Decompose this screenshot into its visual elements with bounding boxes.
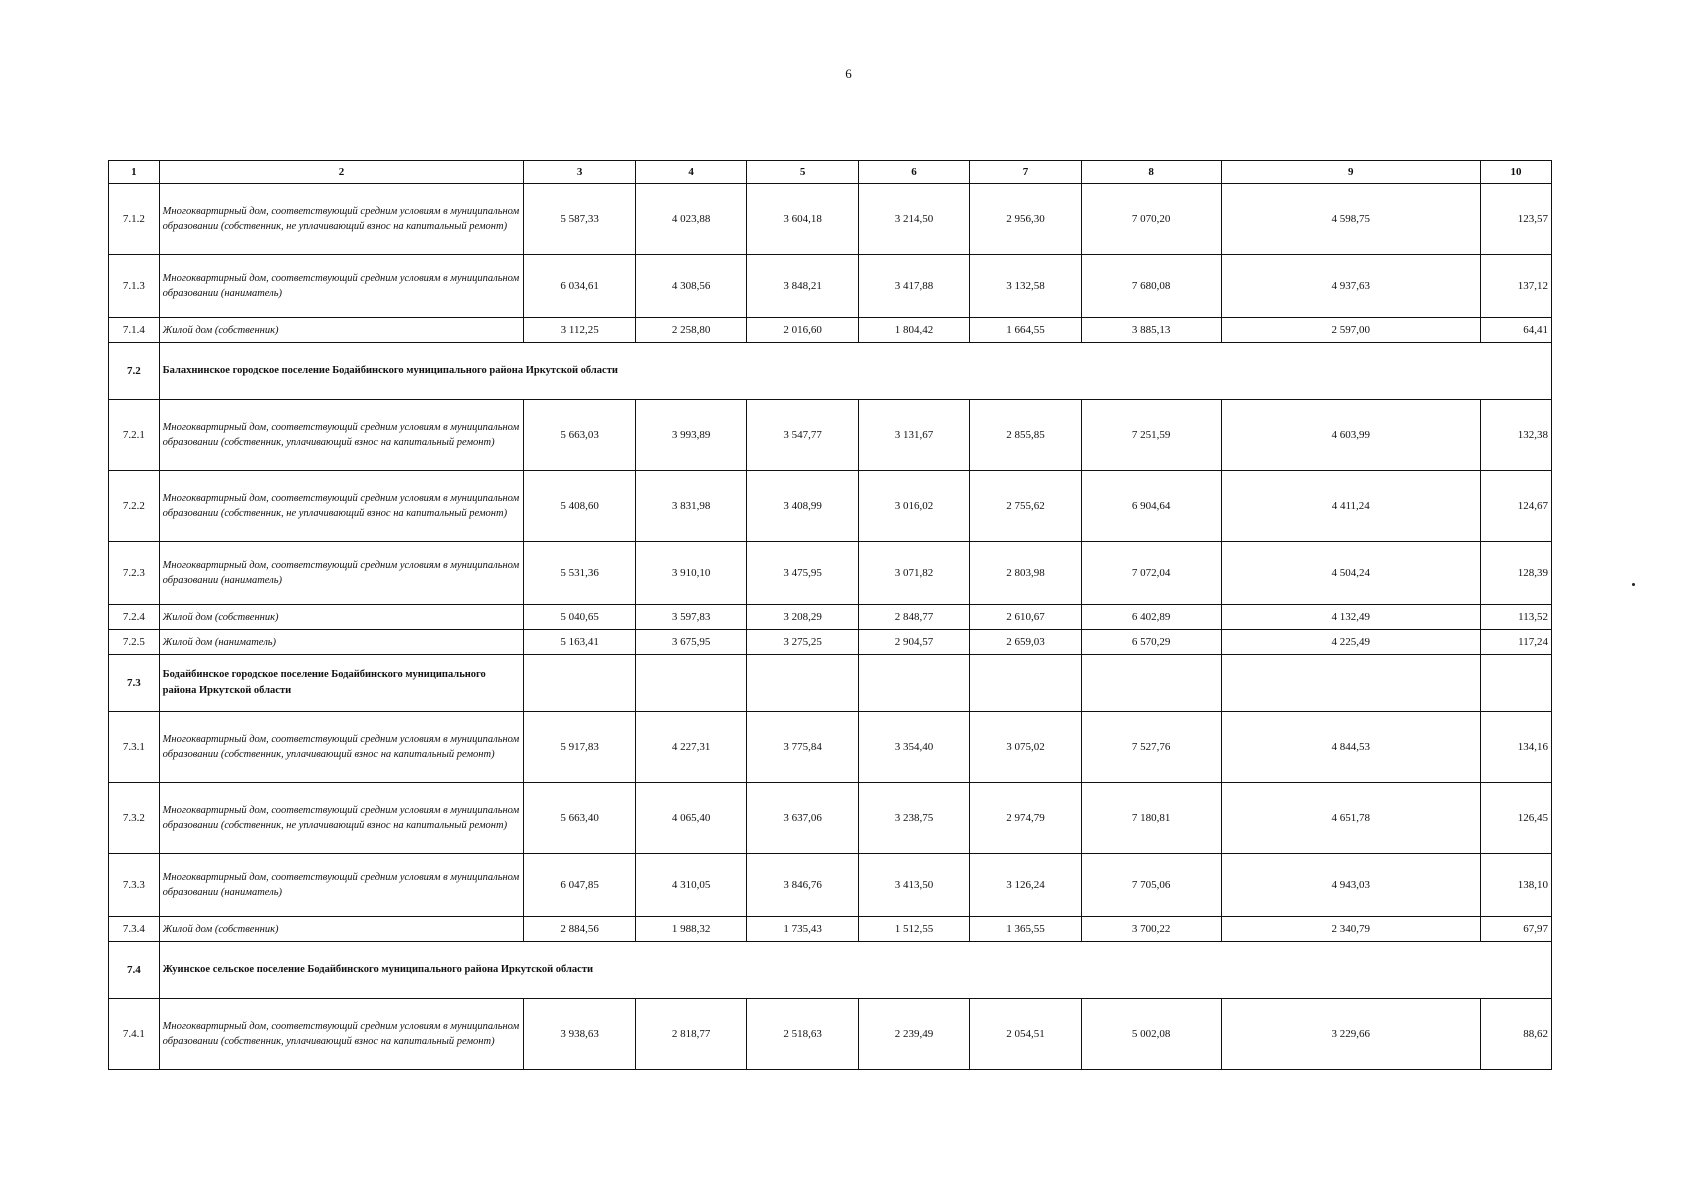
value-cell: 4 651,78	[1221, 783, 1480, 854]
value-cell: 113,52	[1480, 605, 1551, 630]
value-cell: 7 072,04	[1081, 542, 1221, 605]
value-cell: 134,16	[1480, 712, 1551, 783]
value-cell: 3 938,63	[524, 999, 635, 1070]
page-number: 6	[845, 66, 852, 81]
value-cell: 2 016,60	[747, 318, 858, 343]
tariff-table	[108, 160, 1552, 1070]
value-cell: 2 518,63	[747, 999, 858, 1070]
value-cell: 3 208,29	[747, 605, 858, 630]
value-cell: 117,24	[1480, 630, 1551, 655]
value-cell: 5 663,03	[524, 400, 635, 471]
table-row	[109, 854, 1552, 917]
value-cell: 2 239,49	[858, 999, 969, 1070]
value-cell: 2 974,79	[970, 783, 1081, 854]
table-row	[109, 917, 1552, 942]
value-cell: 2 659,03	[970, 630, 1081, 655]
value-cell: 2 848,77	[858, 605, 969, 630]
value-cell: 4 225,49	[1221, 630, 1480, 655]
value-cell: 3 885,13	[1081, 318, 1221, 343]
value-cell: 88,62	[1480, 999, 1551, 1070]
row-description: Многоквартирный дом, соответствующий средним условиям в муниципальном образовании (собственник, не уплачивающий взнос на капитальный ремонт)	[159, 783, 524, 854]
value-cell: 3 993,89	[635, 400, 746, 471]
value-cell: 5 663,40	[524, 783, 635, 854]
row-description: Многоквартирный дом, соответствующий средним условиям в муниципальном образовании (наниматель)	[159, 854, 524, 917]
value-cell: 4 943,03	[1221, 854, 1480, 917]
value-cell: 3 910,10	[635, 542, 746, 605]
value-cell: 2 803,98	[970, 542, 1081, 605]
row-number: 7.3.1	[109, 712, 160, 783]
value-cell: 1 365,55	[970, 917, 1081, 942]
empty-cell	[858, 655, 969, 712]
empty-cell	[1221, 655, 1480, 712]
value-cell: 124,67	[1480, 471, 1551, 542]
value-cell: 4 598,75	[1221, 184, 1480, 255]
value-cell: 7 527,76	[1081, 712, 1221, 783]
value-cell: 4 937,63	[1221, 255, 1480, 318]
value-cell: 5 040,65	[524, 605, 635, 630]
value-cell: 6 034,61	[524, 255, 635, 318]
section-row	[109, 343, 1552, 400]
value-cell: 3 126,24	[970, 854, 1081, 917]
section-title: Бодайбинское городское поселение Бодайбинского муниципального района Иркутской области	[159, 655, 524, 712]
value-cell: 7 180,81	[1081, 783, 1221, 854]
value-cell: 3 131,67	[858, 400, 969, 471]
value-cell: 5 002,08	[1081, 999, 1221, 1070]
column-header: 9	[1221, 161, 1480, 184]
column-header: 8	[1081, 161, 1221, 184]
value-cell: 3 408,99	[747, 471, 858, 542]
value-cell: 67,97	[1480, 917, 1551, 942]
value-cell: 3 016,02	[858, 471, 969, 542]
column-header: 5	[747, 161, 858, 184]
value-cell: 3 675,95	[635, 630, 746, 655]
value-cell: 3 547,77	[747, 400, 858, 471]
value-cell: 3 700,22	[1081, 917, 1221, 942]
row-number: 7.3.4	[109, 917, 160, 942]
value-cell: 138,10	[1480, 854, 1551, 917]
value-cell: 2 904,57	[858, 630, 969, 655]
row-number: 7.1.4	[109, 318, 160, 343]
value-cell: 2 258,80	[635, 318, 746, 343]
value-cell: 2 340,79	[1221, 917, 1480, 942]
row-description: Многоквартирный дом, соответствующий средним условиям в муниципальном образовании (наниматель)	[159, 542, 524, 605]
value-cell: 2 884,56	[524, 917, 635, 942]
row-number: 7.2.4	[109, 605, 160, 630]
table-row	[109, 783, 1552, 854]
row-description: Жилой дом (собственник)	[159, 318, 524, 343]
value-cell: 6 570,29	[1081, 630, 1221, 655]
column-header: 7	[970, 161, 1081, 184]
value-cell: 2 818,77	[635, 999, 746, 1070]
section-number: 7.3	[109, 655, 160, 712]
value-cell: 123,57	[1480, 184, 1551, 255]
value-cell: 3 604,18	[747, 184, 858, 255]
table-row	[109, 318, 1552, 343]
value-cell: 3 417,88	[858, 255, 969, 318]
value-cell: 5 531,36	[524, 542, 635, 605]
value-cell: 1 735,43	[747, 917, 858, 942]
value-cell: 4 844,53	[1221, 712, 1480, 783]
value-cell: 2 855,85	[970, 400, 1081, 471]
empty-cell	[524, 655, 635, 712]
value-cell: 3 597,83	[635, 605, 746, 630]
section-number: 7.2	[109, 343, 160, 400]
value-cell: 4 308,56	[635, 255, 746, 318]
value-cell: 1 512,55	[858, 917, 969, 942]
value-cell: 3 846,76	[747, 854, 858, 917]
empty-cell	[1480, 655, 1551, 712]
row-number: 7.2.3	[109, 542, 160, 605]
table-row	[109, 255, 1552, 318]
table-row	[109, 400, 1552, 471]
value-cell: 132,38	[1480, 400, 1551, 471]
row-description: Многоквартирный дом, соответствующий средним условиям в муниципальном образовании (наниматель)	[159, 255, 524, 318]
row-number: 7.1.2	[109, 184, 160, 255]
value-cell: 7 705,06	[1081, 854, 1221, 917]
value-cell: 64,41	[1480, 318, 1551, 343]
value-cell: 2 755,62	[970, 471, 1081, 542]
value-cell: 4 603,99	[1221, 400, 1480, 471]
row-description: Жилой дом (собственник)	[159, 605, 524, 630]
value-cell: 4 411,24	[1221, 471, 1480, 542]
value-cell: 4 023,88	[635, 184, 746, 255]
value-cell: 3 848,21	[747, 255, 858, 318]
empty-cell	[1081, 655, 1221, 712]
section-number: 7.4	[109, 942, 160, 999]
value-cell: 7 680,08	[1081, 255, 1221, 318]
empty-cell	[635, 655, 746, 712]
value-cell: 5 587,33	[524, 184, 635, 255]
table-row	[109, 471, 1552, 542]
section-title: Жуинское сельское поселение Бодайбинского муниципального района Иркутской области	[159, 942, 1551, 999]
value-cell: 3 075,02	[970, 712, 1081, 783]
value-cell: 1 804,42	[858, 318, 969, 343]
value-cell: 1 988,32	[635, 917, 746, 942]
column-header: 6	[858, 161, 969, 184]
row-number: 7.4.1	[109, 999, 160, 1070]
row-description: Многоквартирный дом, соответствующий средним условиям в муниципальном образовании (собственник, уплачивающий взнос на капитальный ремонт)	[159, 712, 524, 783]
value-cell: 3 132,58	[970, 255, 1081, 318]
value-cell: 6 402,89	[1081, 605, 1221, 630]
row-description: Жилой дом (собственник)	[159, 917, 524, 942]
row-description: Многоквартирный дом, соответствующий средним условиям в муниципальном образовании (собственник, не уплачивающий взнос на капитальный ремонт)	[159, 184, 524, 255]
header-row	[109, 161, 1552, 184]
table-row	[109, 630, 1552, 655]
row-number: 7.3.2	[109, 783, 160, 854]
table-row	[109, 712, 1552, 783]
table-row	[109, 542, 1552, 605]
value-cell: 3 475,95	[747, 542, 858, 605]
value-cell: 2 597,00	[1221, 318, 1480, 343]
value-cell: 6 047,85	[524, 854, 635, 917]
value-cell: 2 956,30	[970, 184, 1081, 255]
value-cell: 4 227,31	[635, 712, 746, 783]
value-cell: 3 413,50	[858, 854, 969, 917]
row-number: 7.2.2	[109, 471, 160, 542]
value-cell: 3 112,25	[524, 318, 635, 343]
section-row	[109, 655, 1552, 712]
value-cell: 4 504,24	[1221, 542, 1480, 605]
value-cell: 5 408,60	[524, 471, 635, 542]
column-header: 3	[524, 161, 635, 184]
value-cell: 3 238,75	[858, 783, 969, 854]
value-cell: 3 637,06	[747, 783, 858, 854]
value-cell: 128,39	[1480, 542, 1551, 605]
value-cell: 5 917,83	[524, 712, 635, 783]
value-cell: 137,12	[1480, 255, 1551, 318]
row-description: Многоквартирный дом, соответствующий средним условиям в муниципальном образовании (собственник, уплачивающий взнос на капитальный ремонт)	[159, 999, 524, 1070]
value-cell: 126,45	[1480, 783, 1551, 854]
value-cell: 4 310,05	[635, 854, 746, 917]
row-description: Жилой дом (наниматель)	[159, 630, 524, 655]
row-number: 7.2.1	[109, 400, 160, 471]
row-number: 7.3.3	[109, 854, 160, 917]
table-row	[109, 999, 1552, 1070]
column-header: 4	[635, 161, 746, 184]
value-cell: 4 132,49	[1221, 605, 1480, 630]
section-row	[109, 942, 1552, 999]
value-cell: 5 163,41	[524, 630, 635, 655]
value-cell: 7 070,20	[1081, 184, 1221, 255]
table-row	[109, 184, 1552, 255]
row-description: Многоквартирный дом, соответствующий средним условиям в муниципальном образовании (собственник, уплачивающий взнос на капитальный ремонт)	[159, 400, 524, 471]
value-cell: 1 664,55	[970, 318, 1081, 343]
value-cell: 3 214,50	[858, 184, 969, 255]
value-cell: 3 831,98	[635, 471, 746, 542]
value-cell: 3 775,84	[747, 712, 858, 783]
column-header: 2	[159, 161, 524, 184]
column-header: 10	[1480, 161, 1551, 184]
column-header: 1	[109, 161, 160, 184]
value-cell: 3 354,40	[858, 712, 969, 783]
row-number: 7.1.3	[109, 255, 160, 318]
empty-cell	[747, 655, 858, 712]
value-cell: 6 904,64	[1081, 471, 1221, 542]
empty-cell	[970, 655, 1081, 712]
value-cell: 4 065,40	[635, 783, 746, 854]
row-description: Многоквартирный дом, соответствующий средним условиям в муниципальном образовании (собственник, не уплачивающий взнос на капитальный ремонт)	[159, 471, 524, 542]
row-number: 7.2.5	[109, 630, 160, 655]
value-cell: 2 054,51	[970, 999, 1081, 1070]
value-cell: 3 275,25	[747, 630, 858, 655]
table-row	[109, 605, 1552, 630]
value-cell: 2 610,67	[970, 605, 1081, 630]
value-cell: 3 229,66	[1221, 999, 1480, 1070]
section-title: Балахнинское городское поселение Бодайбинского муниципального района Иркутской области	[159, 343, 1551, 400]
value-cell: 3 071,82	[858, 542, 969, 605]
scan-dot	[1632, 583, 1635, 586]
value-cell: 7 251,59	[1081, 400, 1221, 471]
table-body	[109, 184, 1552, 1070]
